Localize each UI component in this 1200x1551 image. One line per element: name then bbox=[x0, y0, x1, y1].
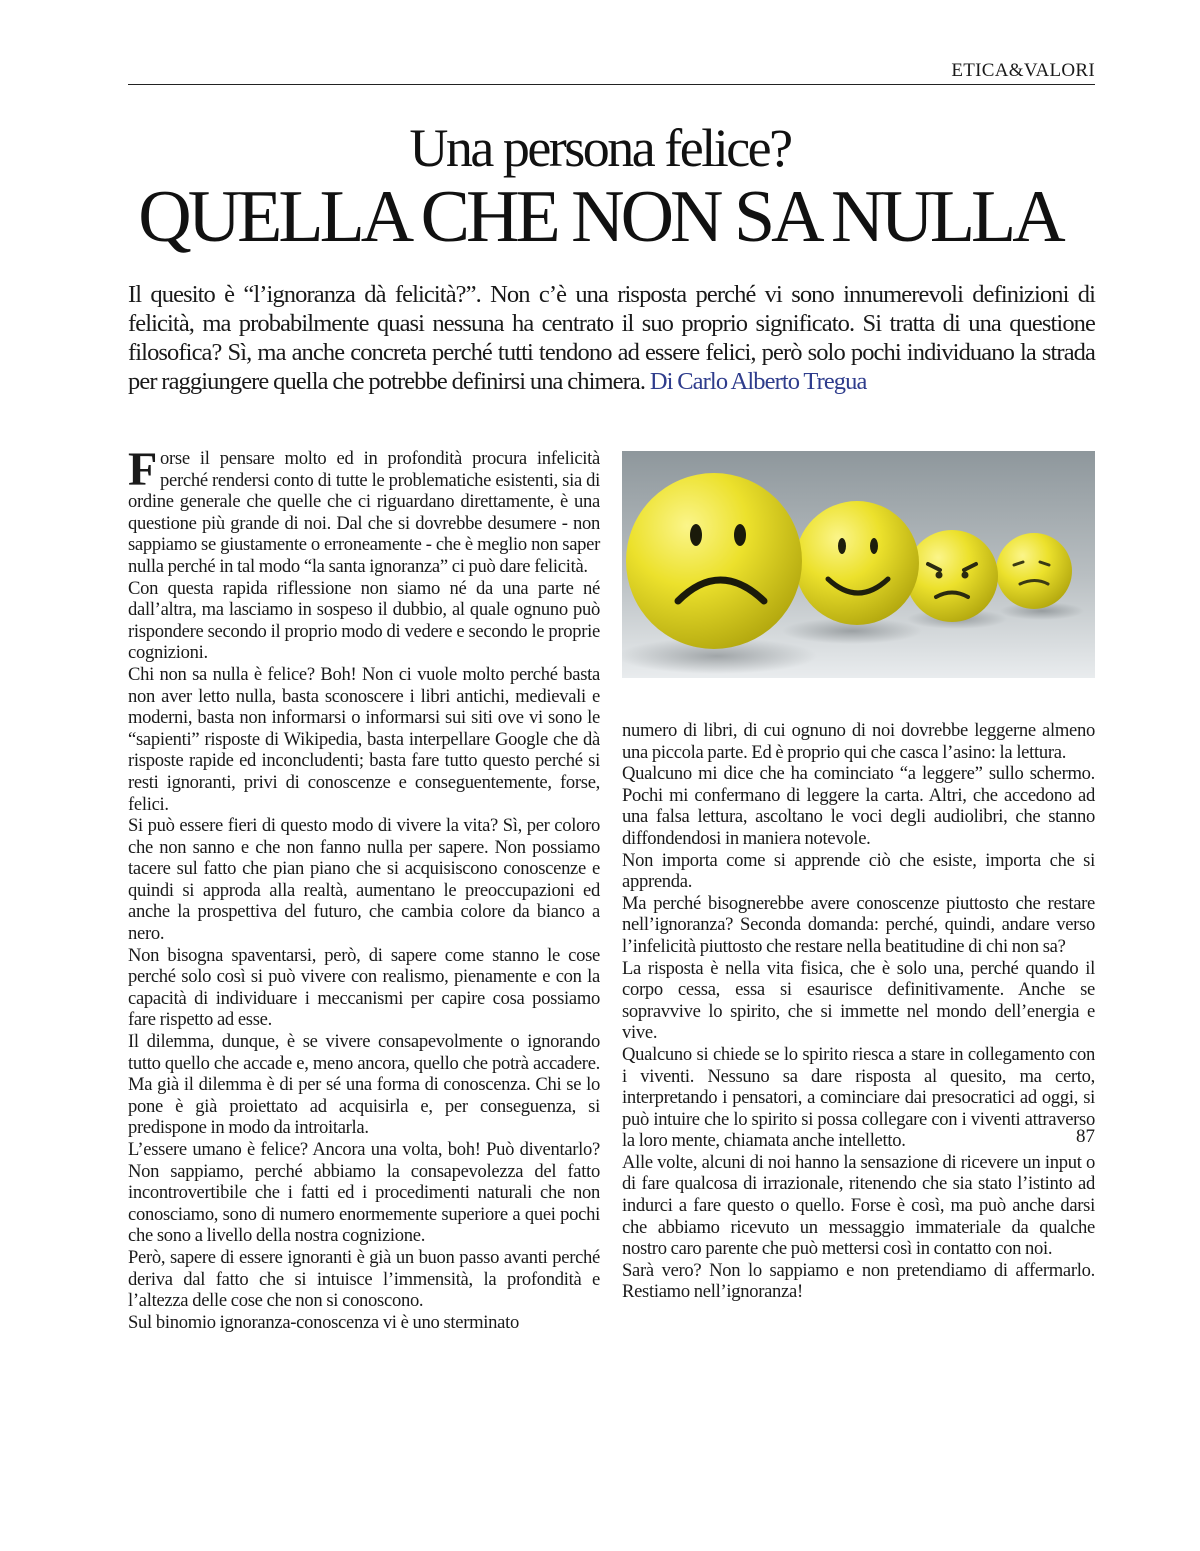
article-column-left bbox=[128, 443, 600, 1333]
section-label: ETICA&VALORI bbox=[951, 60, 1095, 81]
article-paragraph: Il dilemma, dunque, è se vivere consapevolmente o ignorando tutto quello che accade e, meno ancora, quello che potrà accadere. Ma già il dilemma è di per sé una forma di conoscenza. Chi se lo pone è già proiettato ad acquisirla e, per conseguenza, si predispone in modo da introitarla. bbox=[128, 1031, 600, 1139]
sad-ball-far bbox=[996, 533, 1072, 609]
article-paragraph: Però, sapere di essere ignoranti è già un buon passo avanti perché deriva dal fatto che si intuisce l’immensità, la profondità e l’altezza delle cose che non si conoscono. bbox=[128, 1246, 600, 1312]
article-paragraph: Non importa come si apprende ciò che esiste, importa che si apprenda. bbox=[622, 849, 1095, 893]
article-paragraph: La risposta è nella vita fisica, che è solo una, perché quando il corpo cessa, essa si esaurisce definitivamente. Anche se sopravvive lo spirito, che si immette nel mondo dell’energia e vive. bbox=[622, 957, 1095, 1044]
article-paragraph: Non bisogna spaventarsi, però, di sapere come stanno le cose perché solo così si può vivere con realismo, pienamente e con la capacità di individuare i meccanismi per capire cosa possiamo fare rispetto ad esse. bbox=[128, 944, 600, 1031]
sad-ball-near bbox=[626, 473, 802, 649]
lead-text: Il quesito è “l’ignoranza dà felicità?”. Non c’è una risposta perché vi sono innumerevoli definizioni di felicità, ma probabilmente quasi nessuna ha centrato il suo proprio significato. Si tratta di una questione filosofica? Sì, ma anche concreta perché tutti tendono ad essere felici, però solo pochi individuano la strada per raggiungere quella che potrebbe definirsi una chimera. bbox=[128, 281, 1095, 395]
article-paragraph: Sul binomio ignoranza-conoscenza vi è uno sterminato bbox=[128, 1311, 519, 1333]
article-paragraph: Alle volte, alcuni di noi hanno la sensazione di ricevere un input o di fare qualcosa di irrazionale, ritenendo che sia stato l’istinto ad indurci a fare questo o quello. Forse è così, ma può anche darsi che abbiamo ricevuto un messaggio immateriale da qualche nostro caro parente che può mettersi così in contatto con noi. bbox=[622, 1151, 1095, 1260]
article-paragraph bbox=[128, 443, 600, 578]
article-paragraph: Ma perché bisognerebbe avere conoscenze piuttosto che restare nell’ignoranza? Seconda domanda: perché, quindi, andare verso l’infelicità piuttosto che restare nella beatitudine di chi non sa? bbox=[622, 892, 1095, 957]
article-paragraph: Qualcuno si chiede se lo spirito riesca a stare in collegamento con i viventi. Nessuno sa dare risposta al quesito, ma certo, interpretando i pensatori, a cominciare dai presocratici ad oggi, si può intuire che lo spirito si possa collegare con i viventi attraverso la loro mente, chiamata anche intelletto. bbox=[622, 1043, 1095, 1152]
page-number: 87 bbox=[1076, 1126, 1095, 1147]
article-paragraph: Chi non sa nulla è felice? Boh! Non ci vuole molto perché basta non aver letto nulla, basta sconoscere i libri antichi, medievali e moderni, basta non informarsi o informarsi sui siti ove vi sono le “sapienti” risposte di Wikipedia, basta interpellare Google che dà risposte rapide ed inconcludenti; basta fare tutto questo perché si resti ignoranti, privi di conoscenze e conseguentemente, forse, felici. bbox=[128, 663, 600, 815]
top-rule bbox=[128, 84, 1095, 85]
title-line-2: QUELLA CHE NON SA NULLA bbox=[138, 176, 1062, 258]
angry-ball bbox=[906, 530, 998, 622]
happy-ball bbox=[795, 501, 919, 625]
emoji-balls-photo bbox=[622, 451, 1095, 678]
article-paragraph: L’essere umano è felice? Ancora una volta, boh! Può diventarlo? Non sappiamo, perché abbiamo la consapevolezza del fatto incontrovertibile che i fatti ed i procedimenti naturali che non conosciamo, sono di numero enormemente superiore a quei pochi che sono a livello della nostra cognizione. bbox=[128, 1139, 600, 1247]
article-paragraph: Con questa rapida riflessione non siamo né da una parte né dall’altra, ma lasciamo in sospeso il dubbio, al quale ognuno può rispondere secondo il proprio modo di vedere e secondo le proprie cognizioni. bbox=[128, 577, 600, 664]
article-paragraph: Si può essere fieri di questo modo di vivere la vita? Sì, per coloro che non sanno e che non fanno nulla per sapere. Non possiamo tacere sul fatto che pian piano che si acquisiscono conoscenze e quindi si approda alla realtà, aumentano le preoccupazioni ed anche la prospettiva del futuro, che cambia colore da bianco a nero. bbox=[128, 815, 600, 945]
author-byline: Di Carlo Alberto Tregua bbox=[649, 368, 867, 395]
title-line-1: Una persona felice? bbox=[409, 118, 791, 178]
article-paragraph: Sarà vero? Non lo sappiamo e non pretendiamo di affermarlo. Restiamo nell’ignoranza! bbox=[622, 1259, 1095, 1303]
article-paragraph: Qualcuno mi dice che ha cominciato “a leggere” sullo schermo. Pochi mi confermano di leggere la carta. Altri, che accedono ad una falsa lettura, ascoltano le voci degli audiolibri, che stanno diffondendosi in maniera notevole. bbox=[622, 763, 1095, 849]
lead-paragraph bbox=[128, 280, 1095, 396]
drop-cap: F bbox=[128, 443, 158, 496]
article-column-right bbox=[622, 720, 1095, 1303]
paragraph-text: orse il pensare molto ed in profondità procura infelicità perché rendersi conto di tutte le problematiche esistenti, sia di ordine generale che quelle che ci riguardano direttamente, è una questione più grande di noi. Dal che si dovrebbe desumere - non sappiamo se giustamente o erroneamente - che è meglio non saper nulla perché in tal modo “la santa ignoranza” ci può dare felicità. bbox=[128, 448, 600, 577]
article-paragraph: numero di libri, di cui ognuno di noi dovrebbe leggerne almeno una piccola parte. Ed è proprio qui che casca l’asino: la lettura. bbox=[622, 720, 1095, 763]
